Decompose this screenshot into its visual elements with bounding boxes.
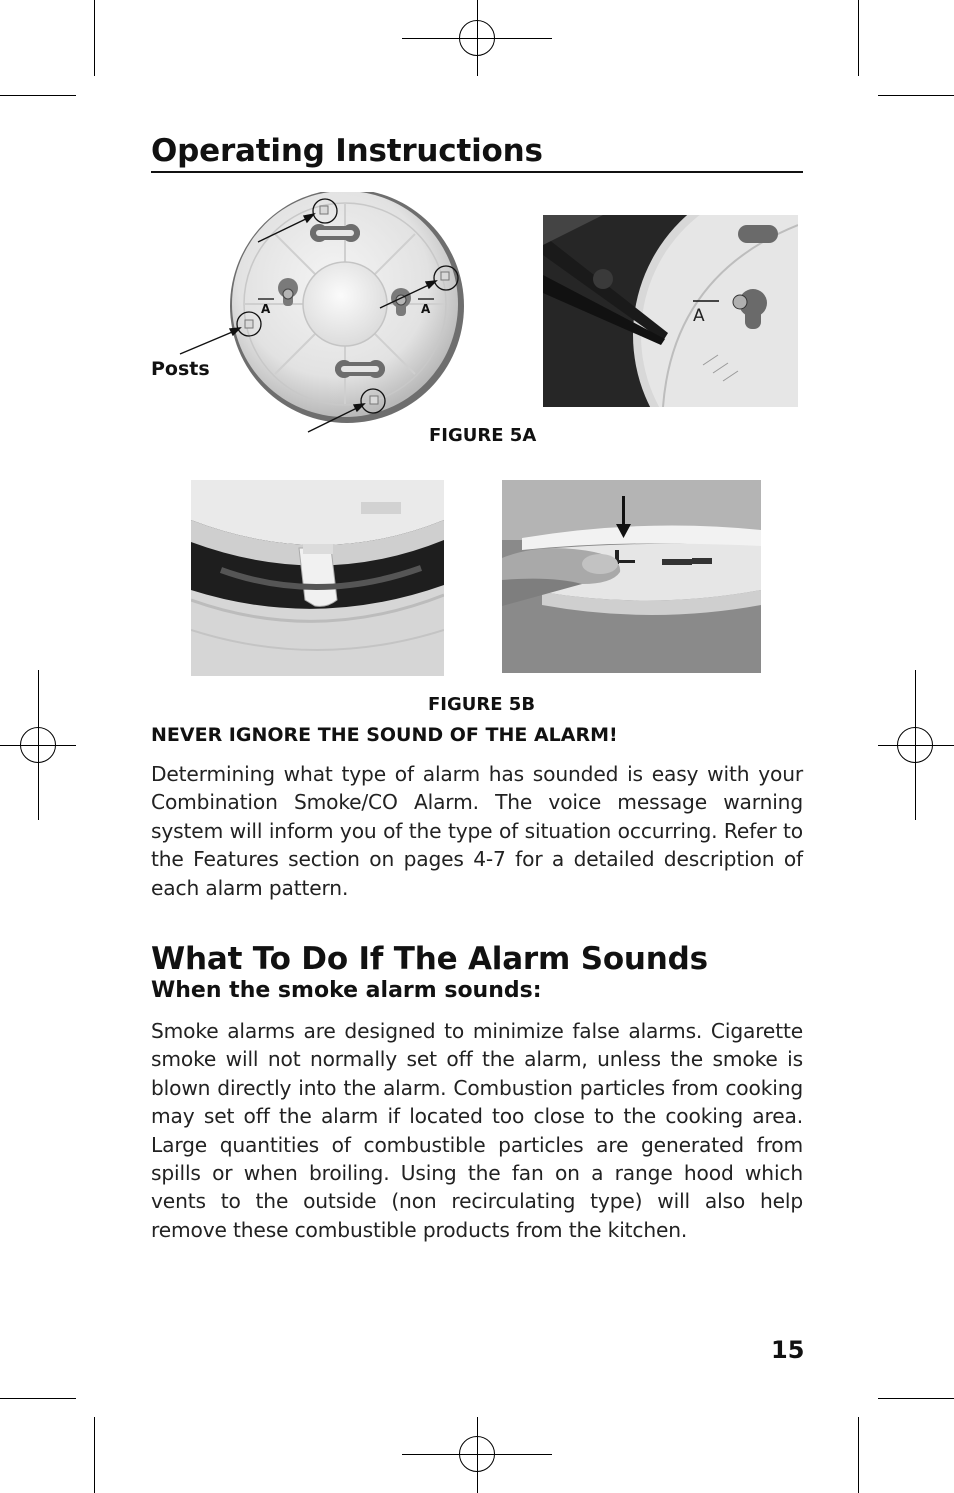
figure-5a-caption: FIGURE 5A: [429, 425, 537, 446]
figure-5a-plate-drawing: [150, 192, 470, 442]
marker-a-right: A: [421, 302, 431, 316]
marker-a-left: A: [261, 302, 271, 316]
figure-5b-finger-photo: [502, 480, 761, 673]
crop-mark: [878, 1398, 954, 1399]
pliers-photo-illustration: [543, 215, 798, 407]
warning-paragraph: Determining what type of alarm has sounded is easy with your Combination Smoke/CO Alarm. The voice message warning system will inform you of the type of situation occurring. Refer to the Features section on pages 4-7 for a detailed description of each alarm pattern.: [151, 762, 803, 900]
figure-5a-pliers-photo: [543, 215, 798, 407]
registration-circle: [897, 727, 933, 763]
section-subtitle: When the smoke alarm sounds:: [151, 978, 542, 1003]
crop-mark: [878, 95, 954, 96]
section-title: What To Do If The Alarm Sounds: [151, 941, 708, 977]
crop-mark: [858, 1417, 859, 1493]
crop-mark: [0, 1398, 76, 1399]
finger-photo-illustration: [502, 480, 761, 673]
title-rule: [151, 171, 803, 173]
crop-mark: [94, 1417, 95, 1493]
figure-5b-latch-photo: [191, 480, 444, 676]
mounting-plate-illustration: [150, 192, 470, 442]
crop-mark: [858, 0, 859, 76]
registration-circle: [459, 20, 495, 56]
registration-circle: [20, 727, 56, 763]
page-number: 15: [771, 1336, 805, 1364]
crop-mark: [0, 95, 76, 96]
crop-mark: [94, 0, 95, 76]
figure-5b-caption: FIGURE 5B: [428, 694, 536, 715]
section-paragraph: Smoke alarms are designed to minimize false alarms. Cigarette smoke will not normally set off the alarm, unless the smoke is blown directly into the alarm. Combustion particles from cooking may set off the alarm if located too close to the cooking area. Large quantities of combustible particles are generated from spills or when broiling. Using the fan on a range hood which vents to the outside (non recirculating type) will also help remove these combustible products from the kitchen.: [151, 1019, 803, 1242]
page-title: Operating Instructions: [151, 133, 543, 169]
warning-heading: NEVER IGNORE THE SOUND OF THE ALARM!: [151, 724, 618, 746]
photo-marker-a: A: [693, 306, 705, 326]
registration-circle: [459, 1436, 495, 1472]
latch-photo-illustration: [191, 480, 444, 676]
posts-label: Posts: [151, 358, 210, 380]
